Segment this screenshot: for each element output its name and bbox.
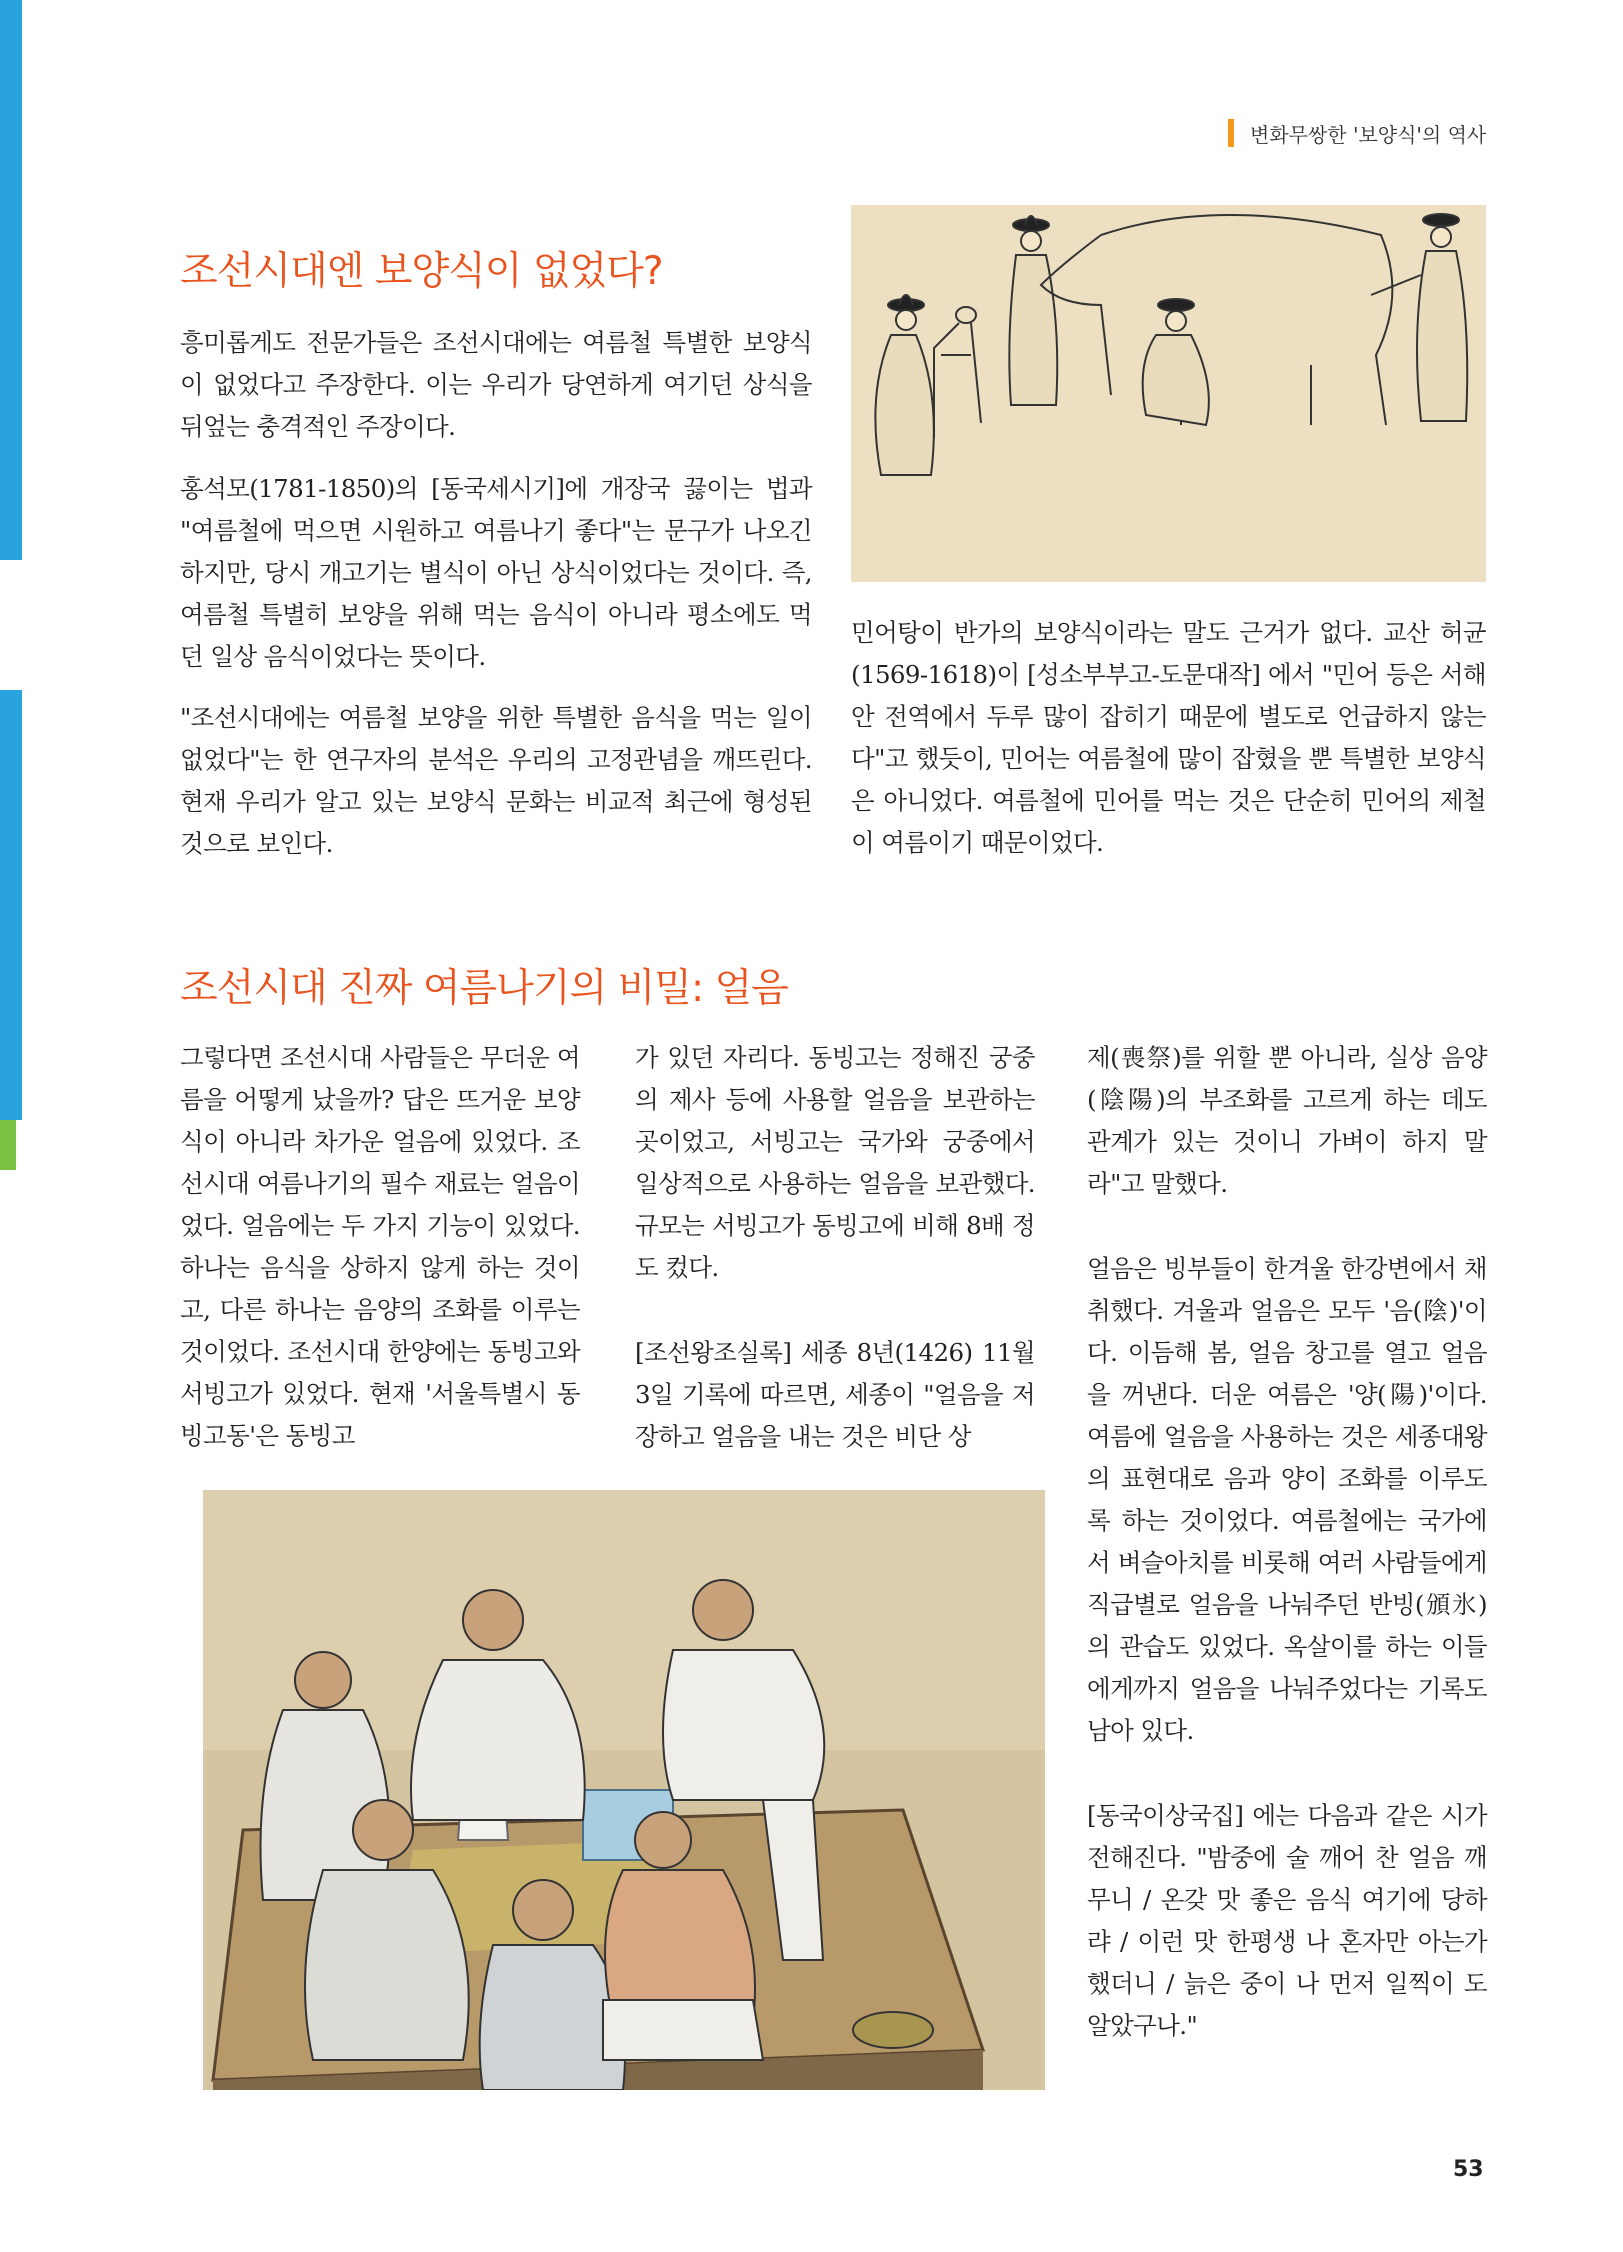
- section2-column1: 그렇다면 조선시대 사람들은 무더운 여름을 어떻게 났을까? 답은 뜨거운 보양식이 아니라 차가운 얼음에 있었다. 조선시대 여름나기의 필수 재료는 얼음이었다. 얼음에는 두 가지 기능이 있었다. 하나는 음식을 상하지 않게 하는 것이고, 다른 하나는 음양의 조화를 이루는 것이었다. 조선시대 한양에는 동빙고와 서빙고가 있었다. 현재 '서울특별시 동빙고동'은 동빙고: [180, 1043, 580, 1450]
- edge-tab-blue-middle: [0, 690, 22, 1120]
- section1-paragraph-4: 민어탕이 반가의 보양식이라는 말도 근거가 없다. 교산 허균(1569-1618)이 [성소부부고-도문대작] 에서 "민어 등은 서해안 전역에서 두루 많이 잡히기 때문에 별도로 언급하지 않는다"고 했듯이, 민어는 여름철에 많이 잡혔을 뿐 특별한 보양식은 아니었다. 여름철에 민어를 먹는 것은 단순히 민어의 제철이 여름이기 때문이었다.: [851, 618, 1486, 857]
- running-header: [1228, 116, 1486, 150]
- painting-image: [851, 205, 1486, 582]
- section1-heading: 조선시대엔 보양식이 없었다?: [180, 249, 663, 294]
- section1-paragraph-3: "조선시대에는 여름철 보양을 위한 특별한 음식을 먹는 일이 없었다"는 한 연구자의 분석은 우리의 고정관념을 깨뜨린다. 현재 우리가 알고 있는 보양식 문화는 비교적 최근에 형성된 것으로 보인다.: [180, 703, 812, 858]
- painting-figures-with-cow: [851, 205, 1486, 582]
- edge-tab-blue-top: [0, 0, 22, 560]
- illustration-men-eating-on-platform: [203, 1490, 1045, 2090]
- section2-column3-part3: [동국이상국집] 에는 다음과 같은 시가 전해진다. "밤중에 술 깨어 찬 얼음 깨무니 / 온갖 맛 좋은 음식 여기에 당하랴 / 이런 맛 한평생 나 혼자만 아는가 했더니 / 늙은 중이 나 먼저 일찍이 도 알았구나.": [1087, 1801, 1487, 2040]
- section2-heading: 조선시대 진짜 여름나기의 비밀: 얼음: [180, 966, 788, 1011]
- header-bar: [1228, 119, 1234, 147]
- running-title: 변화무쌍한 '보양식'의 역사: [1250, 122, 1487, 147]
- edge-tab-green: [0, 1120, 16, 1170]
- section2-column2-part2: [조선왕조실록] 세종 8년(1426) 11월 3일 기록에 따르면, 세종이 "얼음을 저장하고 얼음을 내는 것은 비단 상: [635, 1338, 1035, 1451]
- section1-paragraph-1: 흥미롭게도 전문가들은 조선시대에는 여름철 특별한 보양식이 없었다고 주장한다. 이는 우리가 당연하게 여기던 상식을 뒤엎는 충격적인 주장이다.: [180, 328, 812, 441]
- page-number: 53: [1453, 2157, 1484, 2182]
- section2-column2-part1: 가 있던 자리다. 동빙고는 정해진 궁중의 제사 등에 사용할 얼음을 보관하는 곳이었고, 서빙고는 국가와 궁중에서 일상적으로 사용하는 얼음을 보관했다. 규모는 서빙고가 동빙고에 비해 8배 정도 컸다.: [635, 1043, 1035, 1282]
- section2-column3-part2: 얼음은 빙부들이 한겨울 한강변에서 채취했다. 겨울과 얼음은 모두 '음(陰)'이다. 이듬해 봄, 얼음 창고를 열고 얼음을 꺼낸다. 더운 여름은 '양(陽)'이다. 여름에 얼음을 사용하는 것은 세종대왕의 표현대로 음과 양이 조화를 이루도록 하는 것이었다. 여름철에는 국가에서 벼슬아치를 비롯해 여러 사람들에게 직급별로 얼음을 나눠주던 반빙(頒氷)의 관습도 있었다. 옥살이를 하는 이들에게까지 얼음을 나눠주었다는 기록도 남아 있다.: [1087, 1254, 1487, 1745]
- illustration-image: [203, 1490, 1045, 2090]
- section1-paragraph-2: 홍석모(1781-1850)의 [동국세시기]에 개장국 끓이는 법과 "여름철에 먹으면 시원하고 여름나기 좋다"는 문구가 나오긴 하지만, 당시 개고기는 별식이 아닌 상식이었다는 것이다. 즉, 여름철 특별히 보양을 위해 먹는 음식이 아니라 평소에도 먹던 일상 음식이었다는 뜻이다.: [180, 474, 812, 671]
- section2-column3-part1: 제(喪祭)를 위할 뿐 아니라, 실상 음양(陰陽)의 부조화를 고르게 하는 데도 관계가 있는 것이니 가벼이 하지 말라"고 말했다.: [1087, 1043, 1487, 1198]
